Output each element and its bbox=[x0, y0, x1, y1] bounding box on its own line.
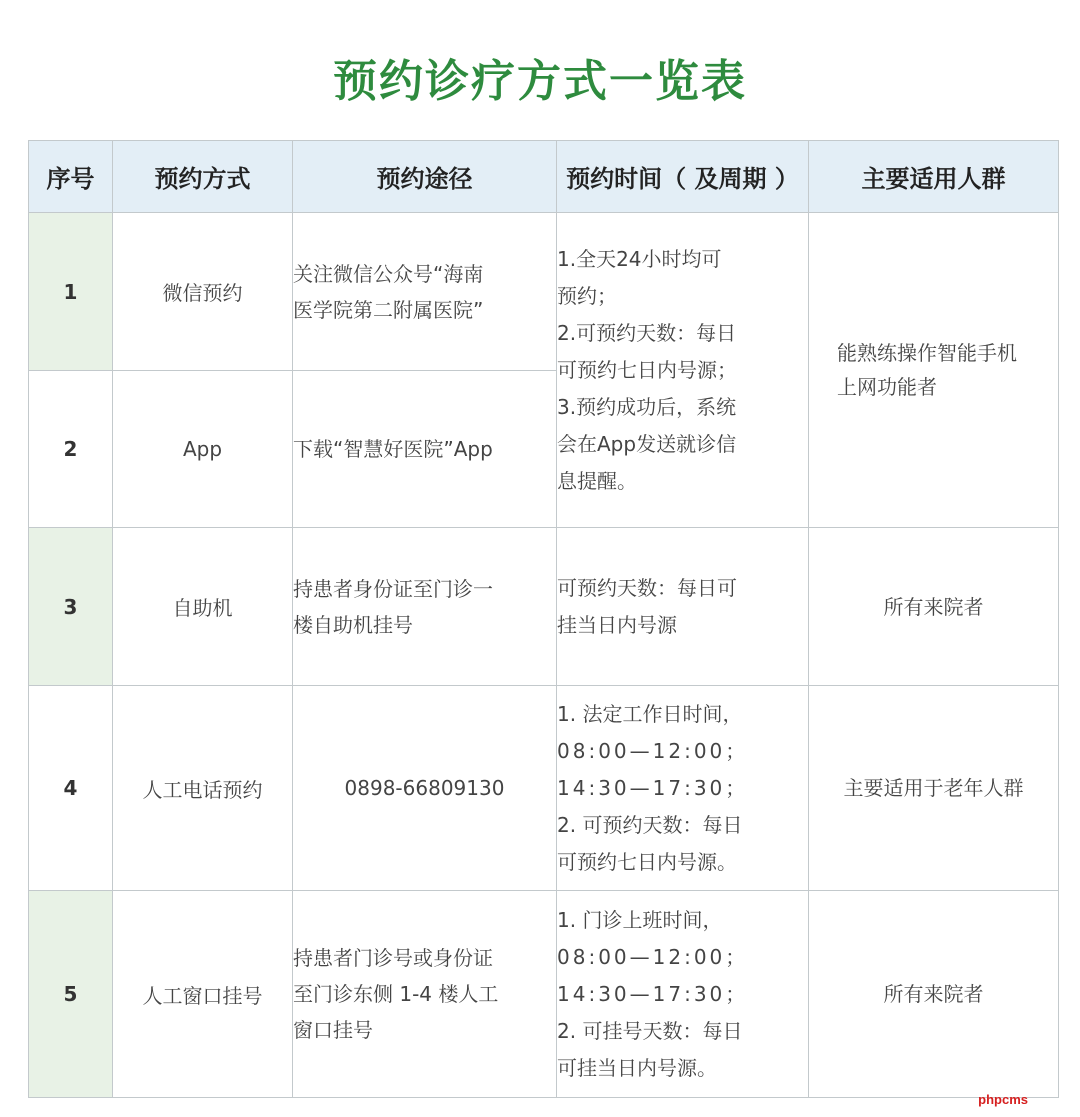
channel-line: 关注微信公众号“海南 bbox=[293, 261, 484, 286]
page-title: 预约诊疗方式一览表 bbox=[333, 56, 747, 107]
time-line: 1. 门诊上班时间， bbox=[557, 907, 723, 932]
channel-line: 至门诊东侧 1-4 楼人工 bbox=[293, 982, 499, 1006]
appointment-methods-table bbox=[28, 140, 1059, 1098]
row-time bbox=[557, 891, 809, 1098]
header-time: 预约时间（ 及周期 ） bbox=[557, 141, 809, 213]
row-method: 人工电话预约 bbox=[113, 686, 293, 891]
channel-line: 持患者身份证至门诊一 bbox=[293, 576, 493, 601]
channel-line: 下载“智慧好医院”App bbox=[293, 437, 493, 461]
header-method: 预约方式 bbox=[113, 141, 293, 213]
time-line: 预约； bbox=[557, 283, 617, 308]
row-time bbox=[557, 528, 809, 686]
crowd-line: 能熟练操作智能手机 bbox=[837, 341, 1017, 365]
row-method: App bbox=[113, 371, 293, 528]
channel-line: 0898-66809130 bbox=[344, 776, 505, 800]
row-crowd bbox=[809, 686, 1059, 891]
crowd-line: 所有来院者 bbox=[883, 594, 984, 619]
header-channel: 预约途径 bbox=[293, 141, 557, 213]
row-crowd bbox=[809, 891, 1059, 1098]
row-number: 5 bbox=[29, 891, 113, 1098]
time-line: 息提醒。 bbox=[557, 468, 637, 493]
row-time-merged bbox=[557, 213, 809, 528]
row-time bbox=[557, 686, 809, 891]
time-line: 1.全天24小时均可 bbox=[557, 246, 722, 271]
row-channel bbox=[293, 891, 557, 1098]
time-line: 14:30—17:30； bbox=[557, 775, 749, 800]
table-row bbox=[29, 686, 1059, 891]
row-number: 1 bbox=[29, 213, 113, 371]
time-line: 08:00—12:00； bbox=[557, 944, 749, 969]
row-method: 自助机 bbox=[113, 528, 293, 686]
watermark-text: phpcms bbox=[978, 1092, 1028, 1107]
crowd-line: 上网功能者 bbox=[837, 375, 937, 399]
row-channel bbox=[293, 528, 557, 686]
time-line: 08:00—12:00； bbox=[557, 738, 749, 763]
time-line: 2. 可挂号天数：每日 bbox=[557, 1018, 743, 1043]
time-line: 14:30—17:30； bbox=[557, 981, 749, 1006]
table-header-row bbox=[29, 141, 1059, 213]
time-line: 挂当日内号源 bbox=[557, 612, 677, 637]
row-method: 人工窗口挂号 bbox=[113, 891, 293, 1098]
row-number: 2 bbox=[29, 371, 113, 528]
row-number: 3 bbox=[29, 528, 113, 686]
table-row bbox=[29, 213, 1059, 371]
time-line: 2.可预约天数：每日 bbox=[557, 320, 737, 345]
crowd-line: 主要适用于老年人群 bbox=[843, 776, 1024, 800]
row-channel bbox=[293, 213, 557, 371]
time-line: 可挂当日内号源。 bbox=[557, 1055, 717, 1080]
channel-line: 窗口挂号 bbox=[293, 1018, 373, 1042]
time-line: 1. 法定工作日时间， bbox=[557, 701, 743, 726]
table-row bbox=[29, 528, 1059, 686]
row-channel bbox=[293, 371, 557, 528]
row-channel bbox=[293, 686, 557, 891]
header-number: 序号 bbox=[29, 141, 113, 213]
time-line: 2. 可预约天数：每日 bbox=[557, 812, 743, 837]
header-crowd: 主要适用人群 bbox=[809, 141, 1059, 213]
time-line: 可预约天数：每日可 bbox=[557, 575, 737, 600]
table-row bbox=[29, 891, 1059, 1098]
channel-line: 医学院第二附属医院” bbox=[293, 297, 484, 322]
row-crowd-merged bbox=[809, 213, 1059, 528]
time-line: 3.预约成功后，系统 bbox=[557, 394, 737, 419]
row-crowd bbox=[809, 528, 1059, 686]
crowd-line: 所有来院者 bbox=[883, 982, 984, 1006]
row-number: 4 bbox=[29, 686, 113, 891]
time-line: 会在App发送就诊信 bbox=[557, 431, 737, 456]
channel-line: 持患者门诊号或身份证 bbox=[293, 946, 493, 970]
channel-line: 楼自助机挂号 bbox=[293, 612, 413, 637]
time-line: 可预约七日内号源。 bbox=[557, 849, 737, 874]
time-line: 可预约七日内号源； bbox=[557, 357, 737, 382]
row-method: 微信预约 bbox=[113, 213, 293, 371]
